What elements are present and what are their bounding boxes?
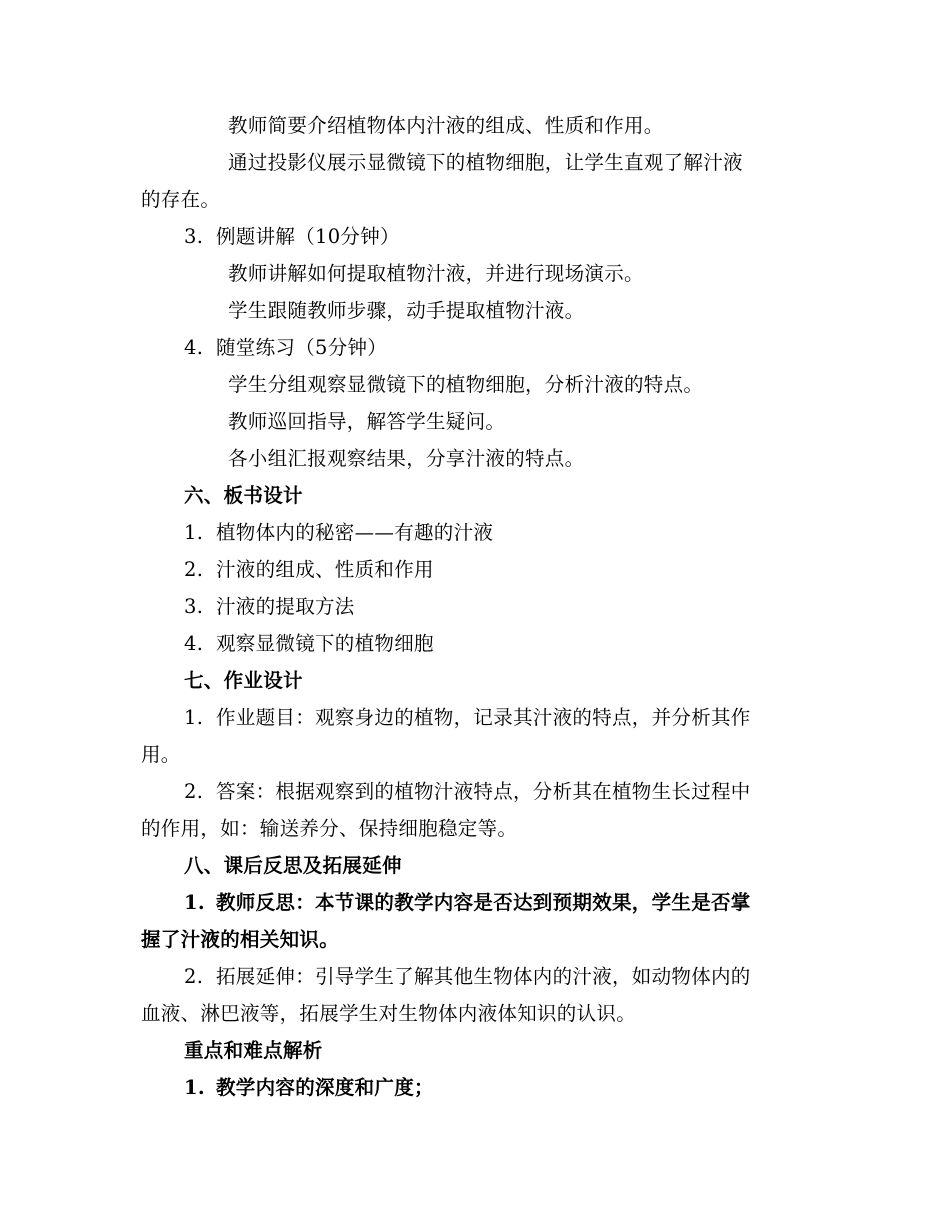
item-number: 1. <box>184 706 204 729</box>
item-number: 1. <box>184 891 205 914</box>
section-heading: 八、课后反思及拓展延伸 <box>184 854 402 877</box>
numbered-item <box>184 554 811 586</box>
text-line: 血液、淋巴液等，拓展学生对生物体内液体知识的认识。 <box>141 1002 637 1025</box>
section-heading: 六、板书设计 <box>184 484 303 507</box>
item-text: 教学内容的深度和广度； <box>216 1076 434 1099</box>
text-line: 用。 <box>141 743 181 766</box>
text-line: 教师简要介绍植物体内汁液的组成、性质和作用。 <box>228 114 664 137</box>
item-number: 2. <box>184 558 204 581</box>
text-line: 握了汁液的相关知识。 <box>141 928 340 951</box>
text-line: 学生跟随教师步骤，动手提取植物汁液。 <box>228 299 585 322</box>
item-number: 1. <box>184 1076 205 1099</box>
item-text: 观察显微镜下的植物细胞 <box>216 632 434 655</box>
numbered-item <box>184 517 811 549</box>
item-number: 4. <box>184 336 204 359</box>
item-number: 4. <box>184 632 204 655</box>
text-line: 通过投影仪展示显微镜下的植物细胞，让学生直观了解汁液 <box>228 151 743 174</box>
text-line: 的存在。 <box>141 188 221 211</box>
item-text: 例题讲解（10分钟） <box>216 225 400 248</box>
item-text: 随堂练习（5分钟） <box>216 336 388 359</box>
item-number: 2. <box>184 780 204 803</box>
numbered-item <box>184 221 811 253</box>
item-text: 拓展延伸：引导学生了解其他生物体内的汁液，如动物体内的 <box>216 965 751 988</box>
numbered-item <box>184 887 811 919</box>
item-number: 3. <box>184 595 204 618</box>
text-line: 学生分组观察显微镜下的植物细胞，分析汁液的特点。 <box>228 373 704 396</box>
item-number: 1. <box>184 521 204 544</box>
numbered-item <box>184 1072 811 1104</box>
item-number: 3. <box>184 225 204 248</box>
text-line: 的作用，如：输送养分、保持细胞稳定等。 <box>141 817 518 840</box>
item-number: 2. <box>184 965 204 988</box>
numbered-item <box>184 591 811 623</box>
item-text: 答案：根据观察到的植物汁液特点，分析其在植物生长过程中 <box>216 780 751 803</box>
numbered-item <box>184 628 811 660</box>
text-line: 各小组汇报观察结果，分享汁液的特点。 <box>228 447 585 470</box>
item-text: 汁液的提取方法 <box>216 595 355 618</box>
numbered-item <box>184 332 811 364</box>
item-text: 教师反思：本节课的教学内容是否达到预期效果，学生是否掌 <box>216 891 751 914</box>
item-text: 汁液的组成、性质和作用 <box>216 558 434 581</box>
numbered-item <box>184 776 811 808</box>
numbered-item <box>184 702 811 734</box>
item-text: 植物体内的秘密——有趣的汁液 <box>216 521 494 544</box>
text-line: 教师讲解如何提取植物汁液，并进行现场演示。 <box>228 262 644 285</box>
numbered-item <box>184 961 811 993</box>
text-line: 教师巡回指导，解答学生疑问。 <box>228 410 506 433</box>
item-text: 作业题目：观察身边的植物，记录其汁液的特点，并分析其作 <box>216 706 751 729</box>
section-heading: 七、作业设计 <box>184 669 303 692</box>
section-heading: 重点和难点解析 <box>184 1039 323 1062</box>
